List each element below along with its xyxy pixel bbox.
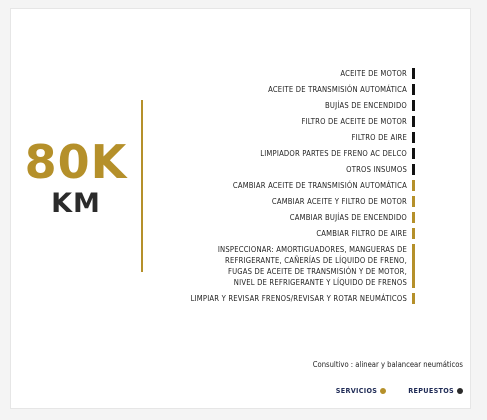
servicios-marker — [412, 228, 415, 239]
item-label: CAMBIAR FILTRO DE AIRE — [316, 229, 407, 238]
maintenance-item — [155, 180, 415, 191]
maintenance-item — [155, 100, 415, 111]
legend-repuestos-label: REPUESTOS — [408, 386, 454, 395]
item-label: ACEITE DE MOTOR — [340, 69, 407, 78]
legend-servicios-dot — [380, 388, 386, 394]
item-label: OTROS INSUMOS — [346, 165, 407, 174]
item-label: LIMPIAR Y REVISAR FRENOS/REVISAR Y ROTAR NEUMÁTICOS — [190, 294, 407, 303]
item-label: INSPECCIONAR: AMORTIGUADORES, MANGUERAS DE REFRIGERANTE, CAÑERÍAS DE LÍQUIDO DE FRENO, FUGAS DE ACEITE DE TRANSMISIÓN Y DE MOTOR, NIVEL DE REFRIGERANTE Y LÍQUIDO DE FRENOS — [217, 245, 407, 287]
item-label: FILTRO DE AIRE — [351, 133, 407, 142]
maintenance-item — [155, 293, 415, 304]
repuestos-marker — [412, 132, 415, 143]
legend-servicios — [336, 386, 386, 395]
item-label: BUJÍAS DE ENCENDIDO — [325, 101, 407, 110]
servicios-marker — [412, 196, 415, 207]
maintenance-item — [155, 196, 415, 207]
item-label: LIMPIADOR PARTES DE FRENO AC DELCO — [260, 149, 407, 158]
item-label: FILTRO DE ACEITE DE MOTOR — [301, 117, 407, 126]
legend-repuestos-dot — [457, 388, 463, 394]
maintenance-item-list — [155, 68, 415, 309]
legend — [314, 386, 463, 395]
item-label: CAMBIAR ACEITE Y FILTRO DE MOTOR — [271, 197, 407, 206]
repuestos-marker — [412, 116, 415, 127]
item-label: CAMBIAR ACEITE DE TRANSMISIÓN AUTOMÁTICA — [232, 181, 407, 190]
maintenance-item — [155, 68, 415, 79]
maintenance-item — [155, 148, 415, 159]
repuestos-marker — [412, 100, 415, 111]
repuestos-marker — [412, 148, 415, 159]
servicios-marker — [412, 293, 415, 304]
mileage-unit: KM — [51, 188, 101, 219]
maintenance-item — [155, 116, 415, 127]
maintenance-item — [155, 228, 415, 239]
mileage-number: 80K — [24, 135, 128, 189]
maintenance-item — [155, 164, 415, 175]
maintenance-item — [155, 212, 415, 223]
servicios-marker — [412, 244, 415, 288]
repuestos-marker — [412, 68, 415, 79]
servicios-marker — [412, 180, 415, 191]
mileage-block — [20, 137, 132, 219]
item-label: ACEITE DE TRANSMISIÓN AUTOMÁTICA — [268, 85, 407, 94]
maintenance-item — [155, 84, 415, 95]
repuestos-marker — [412, 84, 415, 95]
legend-servicios-label: SERVICIOS — [335, 386, 378, 395]
advisory-note: Consultivo : alinear y balancear neumáticos — [312, 360, 463, 369]
item-label: CAMBIAR BUJÍAS DE ENCENDIDO — [289, 213, 407, 222]
servicios-marker — [412, 212, 415, 223]
vertical-divider — [141, 100, 143, 272]
maintenance-item — [155, 132, 415, 143]
legend-repuestos — [408, 386, 463, 395]
maintenance-item — [155, 244, 415, 288]
repuestos-marker — [412, 164, 415, 175]
